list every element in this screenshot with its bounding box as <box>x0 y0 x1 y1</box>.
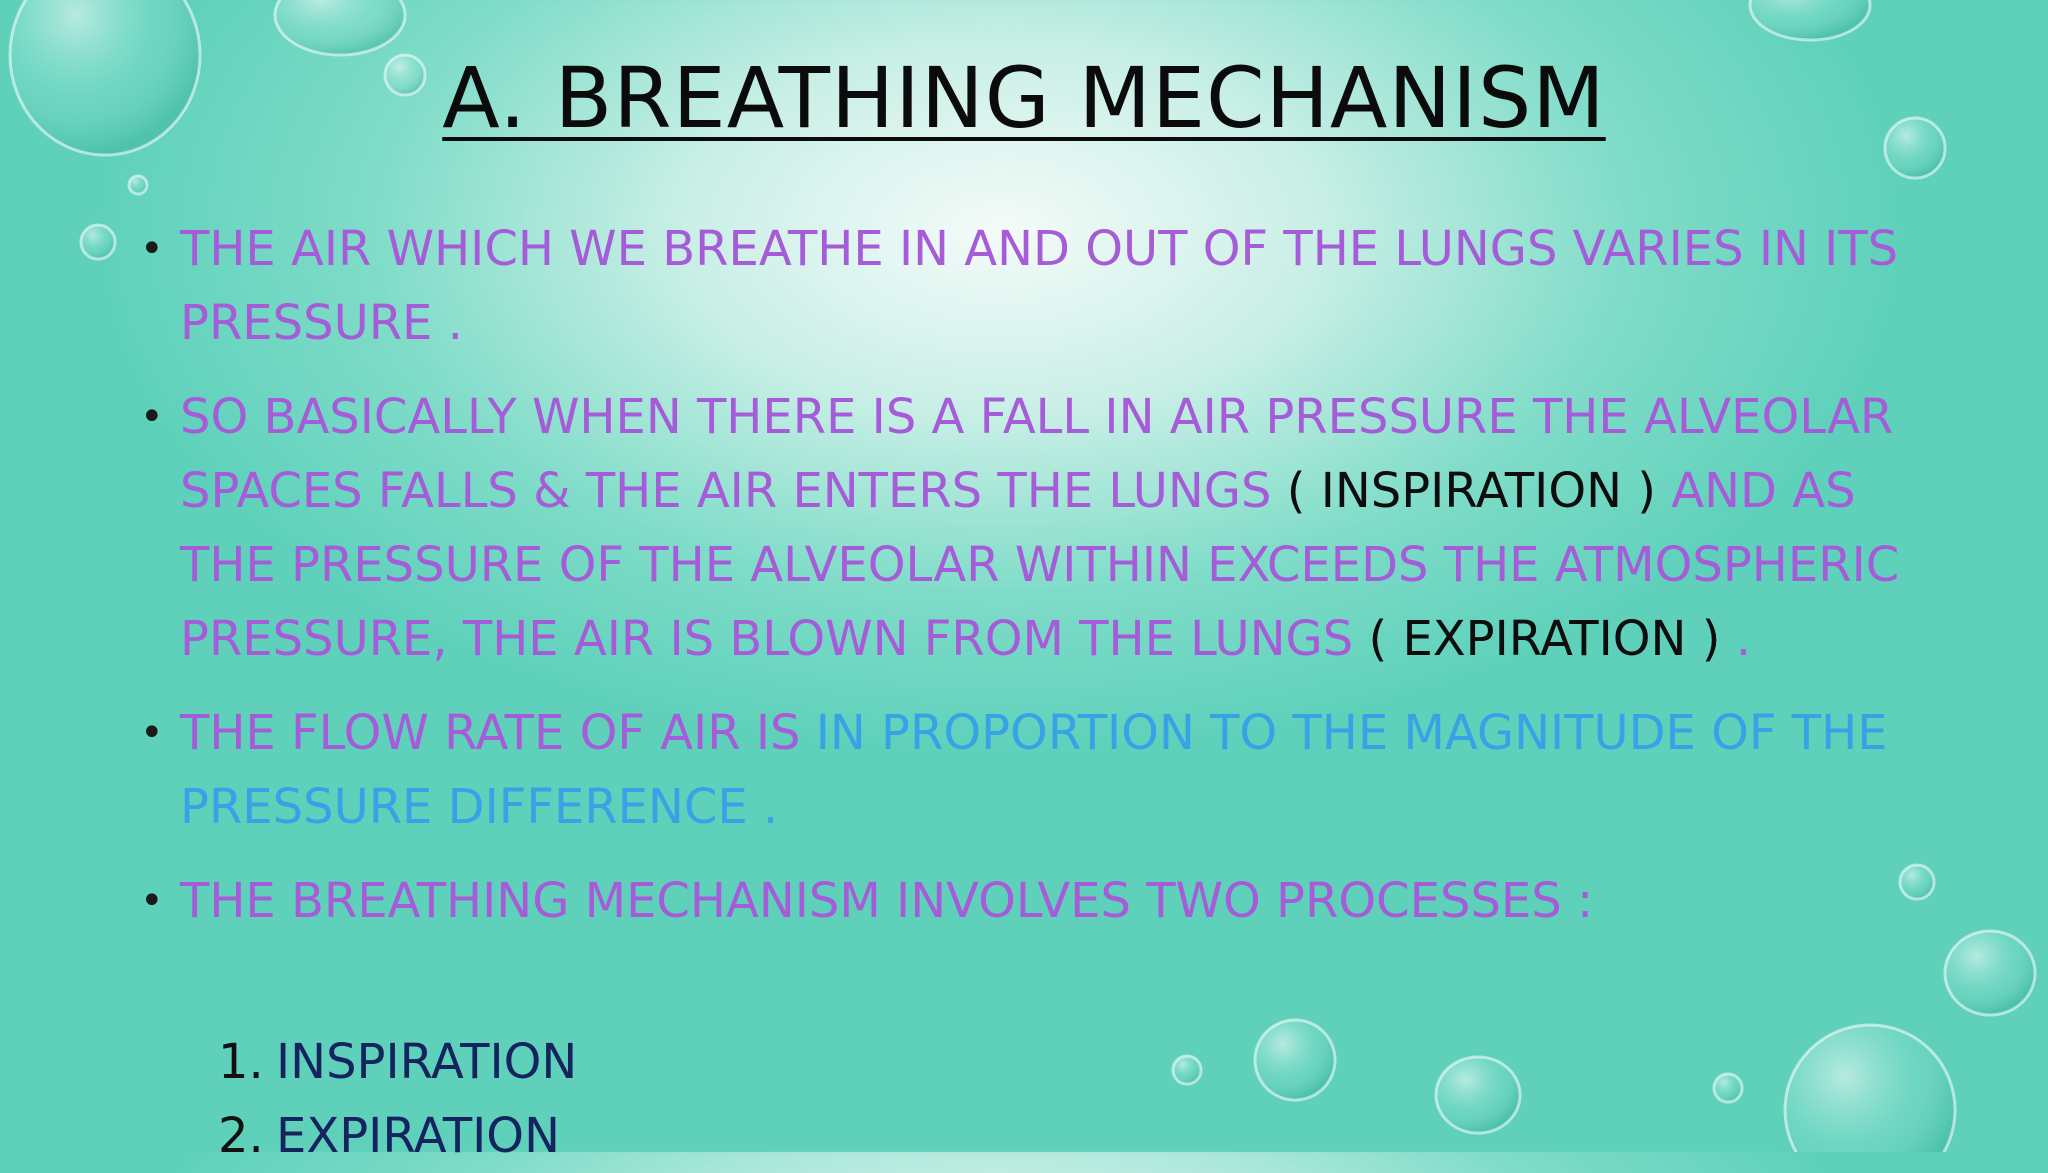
bullet-item <box>140 864 1920 938</box>
slide-title <box>0 48 2048 148</box>
bullet-icon: • <box>140 710 164 756</box>
process-number: 1. <box>218 1034 264 1090</box>
process-list <box>218 1025 577 1173</box>
bullet-item <box>140 696 1920 844</box>
bullet-item <box>140 212 1920 360</box>
bullet-text-highlight: IN PROPORTION TO THE MAGNITUDE OF THE PRESSURE DIFFERENCE . <box>180 705 1888 835</box>
process-item <box>218 1099 577 1173</box>
bullet-list <box>140 212 1920 958</box>
bullet-text: . <box>1735 611 1751 667</box>
bullet-text: SO BASICALLY WHEN THERE IS A FALL IN AIR PRESSURE THE ALVEOLAR SPACES FALLS & THE AIR ENTERS THE LUNGS <box>180 389 1894 519</box>
process-label: EXPIRATION <box>276 1108 560 1164</box>
bullet-item <box>140 380 1920 676</box>
bullet-text-emphasis: ( EXPIRATION ) <box>1368 611 1736 667</box>
process-label: INSPIRATION <box>276 1034 578 1090</box>
bullet-icon: • <box>140 878 164 924</box>
bullet-text: THE AIR WHICH WE BREATHE IN AND OUT OF THE LUNGS VARIES IN ITS PRESSURE . <box>180 221 1899 351</box>
process-item <box>218 1025 577 1099</box>
bullet-text: THE FLOW RATE OF AIR IS <box>180 705 816 761</box>
title-text: A. BREATHING MECHANISM <box>442 49 1606 147</box>
bullet-icon: • <box>140 394 164 440</box>
bullet-text: THE BREATHING MECHANISM INVOLVES TWO PROCESSES : <box>180 873 1594 929</box>
process-number: 2. <box>218 1108 264 1164</box>
bullet-text-emphasis: ( INSPIRATION ) <box>1286 463 1672 519</box>
bullet-text: AND AS THE PRESSURE OF THE ALVEOLAR WITHIN EXCEEDS THE ATMOSPHERIC PRESSURE, THE AIR IS BLOWN FROM THE LUNGS <box>180 463 1900 667</box>
bullet-icon: • <box>140 226 164 272</box>
